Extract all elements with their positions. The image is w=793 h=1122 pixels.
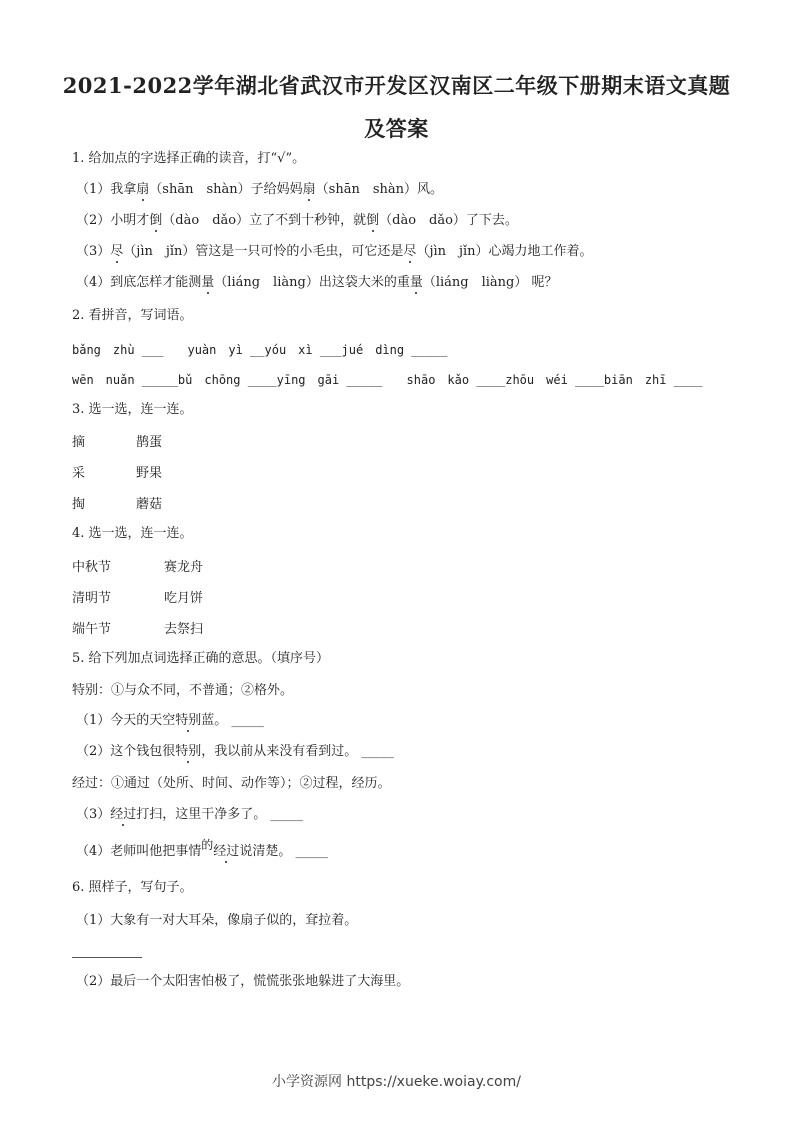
question-5-item-4: （4）老师叫他把事情的经过说清楚。 _____	[76, 838, 328, 859]
question-1-item-3: （3）尽（jìn jǐn）管这是一只可怜的小毛虫，可它还是尽（jìn jǐn）心竭力地工作着。	[76, 244, 593, 259]
dotted-char: 尽	[110, 244, 124, 259]
answer-blank-line	[72, 957, 142, 958]
question-6-stem: 6. 照样子，写句子。	[72, 880, 193, 895]
dotted-word: 经过	[213, 844, 240, 859]
match-left-item: 摘	[72, 435, 86, 450]
dotted-word: 特别	[175, 713, 202, 728]
question-6-item-2: （2）最后一个太阳害怕极了，慌慌张张地躲进了大海里。	[76, 974, 410, 989]
dotted-char: 倒	[149, 213, 163, 228]
dotted-char: 扇	[136, 182, 150, 197]
question-6-item-1: （1）大象有一对大耳朵，像扇子似的，耷拉着。	[76, 913, 358, 928]
question-5-item-1: （1）今天的天空特别蓝。 _____	[76, 713, 264, 728]
dotted-word: 经过	[110, 807, 137, 822]
question-1-stem: 1. 给加点的字选择正确的读音，打“√”。	[72, 151, 306, 166]
match-right-item: 野果	[136, 466, 163, 481]
question-1-item-2: （2）小明才倒（dào dǎo）立了不到十秒钟，就倒（dào dǎo）了下去。	[76, 213, 518, 228]
question-2-stem: 2. 看拼音，写词语。	[72, 308, 193, 323]
question-5-stem: 5. 给下列加点词选择正确的意思。（填序号）	[72, 651, 330, 666]
dotted-char: 扇	[302, 182, 316, 197]
match-left-item: 中秋节	[72, 560, 112, 575]
match-right-item: 去祭扫	[164, 622, 204, 637]
page-footer: 小学资源网 https://xueke.woiay.com/	[272, 1074, 521, 1090]
question-5-item-2: （2）这个钱包很特别，我以前从来没有看到过。 _____	[76, 744, 394, 759]
question-4-stem: 4. 选一选，连一连。	[72, 526, 193, 541]
question-3-stem: 3. 选一选，连一连。	[72, 402, 193, 417]
match-right-item: 赛龙舟	[164, 560, 204, 575]
pinyin-row-1: bǎng zhù ___ yuàn yì __yóu xì ___jué dìng _____	[72, 343, 448, 357]
match-left-item: 清明节	[72, 591, 112, 606]
dotted-word: 特别	[175, 744, 202, 759]
dotted-char: 倒	[366, 213, 380, 228]
match-left-item: 掏	[72, 497, 86, 512]
page-title: 2021-2022学年湖北省武汉市开发区汉南区二年级下册期末语文真题	[62, 73, 731, 98]
definition-tebie: 特别：①与众不同，不普通；②格外。	[72, 683, 294, 698]
match-left-item: 端午节	[72, 622, 112, 637]
pinyin-row-2: wēn nuǎn _____bǔ chōng ____yīng gāi _____ shāo kǎo ____zhōu wéi ____biān zhī ____	[72, 373, 703, 387]
question-5-item-3: （3）经过打扫，这里干净多了。 _____	[76, 807, 303, 822]
match-right-item: 蘑菇	[136, 497, 163, 512]
match-right-item: 鹊蛋	[136, 435, 163, 450]
definition-jingguo: 经过：①通过（处所、时间、动作等）；②过程，经历。	[72, 776, 391, 791]
match-right-item: 吃月饼	[164, 591, 204, 606]
match-left-item: 采	[72, 466, 86, 481]
dotted-char: 尽	[403, 244, 417, 259]
dotted-char: 量	[409, 275, 423, 290]
question-1-item-4: （4）到底怎样才能测量（liáng liàng）出这袋大米的重量（liáng liàng） 呢？	[76, 275, 558, 290]
dotted-char: 量	[201, 275, 215, 290]
page-title-continued: 及答案	[364, 116, 429, 141]
question-1-item-1: （1）我拿扇（shān shàn）子给妈妈扇（shān shàn）风。	[76, 182, 443, 197]
